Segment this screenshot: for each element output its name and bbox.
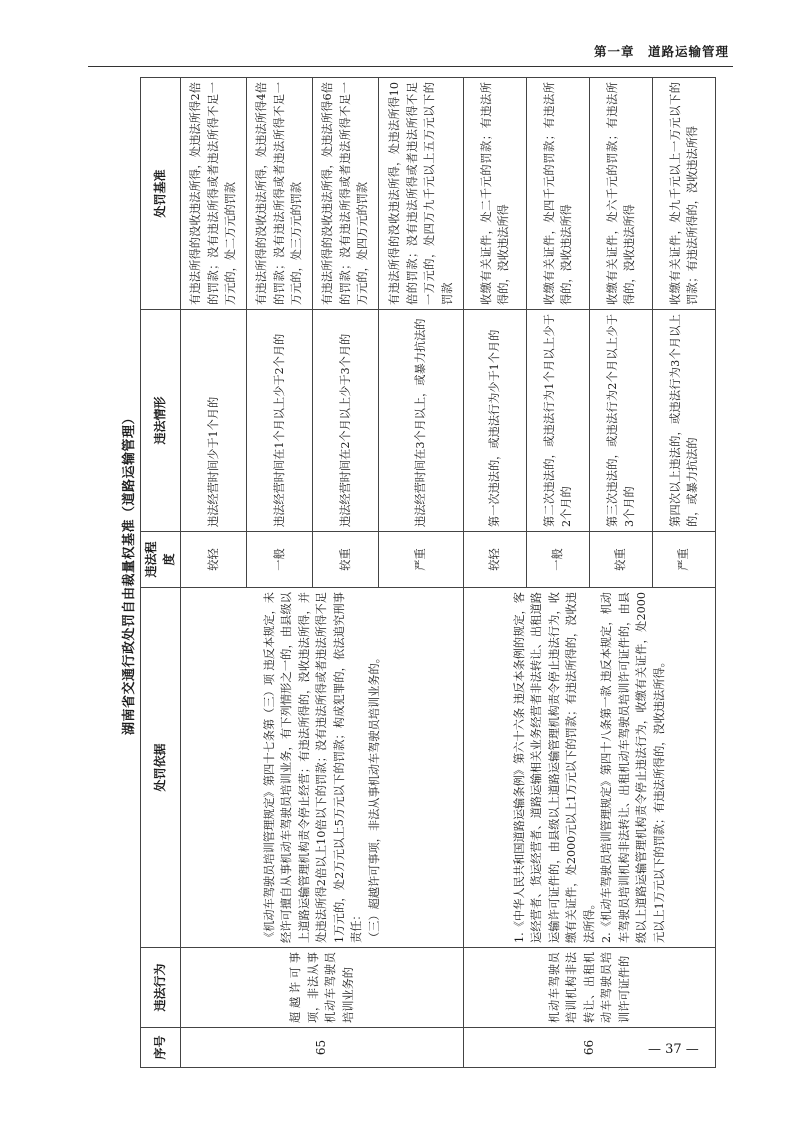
running-header (0, 0, 793, 70)
col-header-no: 序号 (141, 1028, 181, 1068)
basis-paragraph: （三）超越许可事项，非法从事机动车驾驶员培训业务的。 (367, 652, 381, 943)
header-rule (88, 66, 733, 67)
violation-act: 机动车驾驶员培训机构非法转让、出租机动车驾驶员培训许可证件的 (464, 948, 716, 1028)
degree-cell: 一般 (527, 532, 590, 588)
page-number: — 37 — (648, 1042, 699, 1057)
standard-cell: 收缴有关证件，处九千元以上一万元以下的罚款；有违法所得的，没收违法所得 (653, 78, 716, 310)
degree-cell: 较重 (590, 532, 653, 588)
col-header-act: 违法行为 (141, 948, 181, 1028)
basis-paragraph: 2.《机动车驾驶员培训管理规定》第四十八条第一款 违反本规定，机动车驾驶员培训机构非法转让、出租机动车驾驶员培训许可证件的，由县级以上道路运输管理机构责令停止违法行为，收缴有关证件，处2000元以上1万元以下的罚款；有违法所得的，没收违法所得。 (600, 592, 666, 943)
table-row (181, 78, 247, 1068)
degree-cell: 一般 (247, 532, 313, 588)
row-number: 65 (181, 1028, 464, 1068)
degree-cell: 较重 (313, 532, 379, 588)
degree-cell: 较轻 (181, 532, 247, 588)
standard-cell: 有违法所得的没收违法所得，处违法所得2倍的罚款；没有违法所得或者违法所得不足一万元的，处二万元的罚款 (181, 78, 247, 310)
case-cell: 第二次违法的，或违法行为1个月以上少于2个月的 (527, 310, 590, 532)
standard-cell: 有违法所得的没收违法所得，处违法所得10倍的罚款；没有违法所得或者违法所得不足一万元的，处四万九千元以上五万元以下的罚款 (379, 78, 464, 310)
standard-cell: 有违法所得的没收违法所得，处违法所得6倍的罚款；没有违法所得或者违法所得不足一万元的，处四万元的罚款 (313, 78, 379, 310)
col-header-degree: 违法程度 (141, 532, 181, 588)
row-number: 66 (464, 1028, 716, 1068)
case-cell: 第三次违法的，或违法行为2个月以上少于3个月的 (590, 310, 653, 532)
table-header-row (141, 78, 181, 1068)
case-cell: 违法经营时间在2个月以上少于3个月的 (313, 310, 379, 532)
degree-cell: 严重 (379, 532, 464, 588)
basis-paragraph: 《机动车驾驶员培训管理规定》第四十七条第（三）项 违反本规定，未经许可擅自从事机动车驾驶员培训业务，有下列情形之一的，由县级以上道路运输管理机构责令停止经营；有违法所得的，没收违法所得，并处违法所得2倍以上10倍以下的罚款；没有违法所得或者违法所得不足1万元的，处2万元以上5万元以下的罚款；构成犯罪的，依法追究刑事责任： (262, 592, 364, 943)
penalty-basis (181, 588, 464, 948)
penalty-standards-table (140, 77, 716, 1068)
case-cell: 第四次以上违法的，或违法行为3个月以上的，或暴力抗法的 (653, 310, 716, 532)
standard-cell: 收缴有关证件，处六千元的罚款；有违法所得的，没收违法所得 (590, 78, 653, 310)
degree-cell: 较轻 (464, 532, 527, 588)
case-cell: 第一次违法的，或违法行为少于1个月的 (464, 310, 527, 532)
col-header-basis: 处罚依据 (141, 588, 181, 948)
col-header-standard: 处罚基准 (141, 78, 181, 310)
chapter-title: 第一章 道路运输管理 (593, 44, 729, 59)
table-row (464, 78, 527, 1068)
case-cell: 违法经营时间在1个月以上少于2个月的 (247, 310, 313, 532)
case-cell: 违法经营时间在3个月以上，或暴力抗法的 (379, 310, 464, 532)
table-caption: 湖南省交通行政处罚自由裁量权基准（道路运输管理） (122, 411, 137, 736)
basis-paragraph: 1.《中华人民共和国道路运输条例》第六十六条 违反本条例的规定，客运经营者、货运经营者、道路运输相关业务经营者非法转让、出租道路运输许可证件的，由县级以上道路运输管理机构责令停止违法行为，收缴有关证件，处2000元以上1万元以下的罚款；有违法所得的，没收违法所得。 (512, 592, 596, 943)
case-cell: 违法经营时间少于1个月的 (181, 310, 247, 532)
rotated-table-block (118, 78, 738, 1068)
standard-cell: 收缴有关证件，处四千元的罚款；有违法所得的，没收违法所得 (527, 78, 590, 310)
standard-cell: 有违法所得的没收违法所得，处违法所得4倍的罚款；没有违法所得或者违法所得不足一万元的，处三万元的罚款 (247, 78, 313, 310)
violation-act: 超越许可事项，非法从事机动车驾驶员培训业务的 (181, 948, 464, 1028)
penalty-basis (464, 588, 716, 948)
degree-cell: 严重 (653, 532, 716, 588)
col-header-case: 违法情形 (141, 310, 181, 532)
standard-cell: 收缴有关证件，处二千元的罚款；有违法所得的，没收违法所得 (464, 78, 527, 310)
